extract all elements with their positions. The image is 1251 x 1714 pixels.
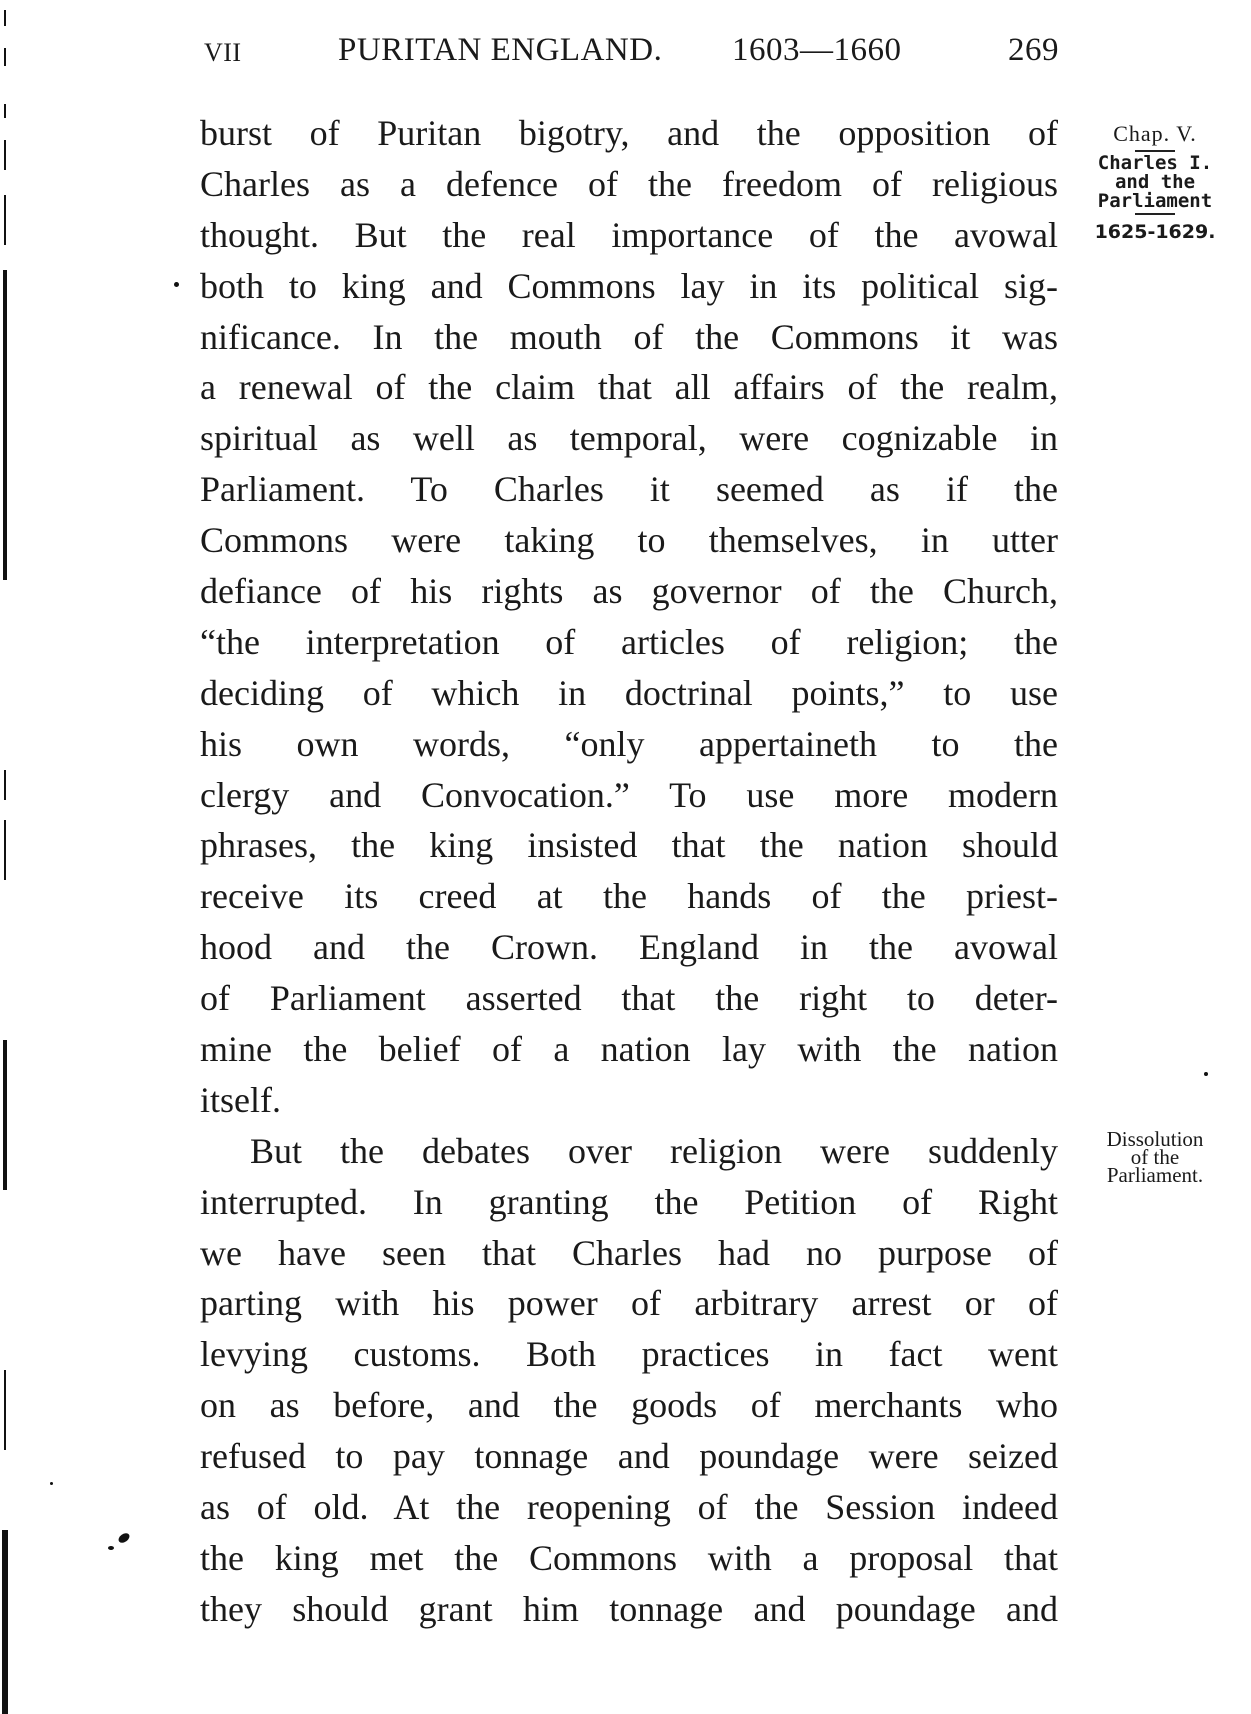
period-dates: 1603—1660 [732,32,902,68]
text-line: hood and the Crown. England in the avowal [200,927,1058,968]
text-line: a renewal of the claim that all affairs of the realm, [200,367,1058,408]
ink-speck [117,1531,131,1544]
text-line: Charles as a defence of the freedom of religious [200,163,1058,204]
margin-chapter: Chap. V. [1113,121,1197,146]
ink-speck [1204,1072,1208,1076]
text-line: defiance of his rights as governor of the Church, [200,571,1058,612]
text-line: spiritual as well as temporal, were cognizable in [200,418,1058,459]
margin-section-line: Parliament. [1106,1163,1204,1187]
text-line: interrupted. In granting the Petition of Right [200,1181,1058,1222]
text-line: mine the belief of a nation lay with the nation [200,1029,1058,1070]
chapter-number: VII [204,38,242,67]
text-line: clergy and Convocation.” To use more modern [200,774,1058,815]
margin-topic-line: Charles I. [1097,152,1213,174]
text-line: But the debates over religion were suddenly [250,1130,1058,1171]
text-line: Parliament. To Charles it seemed as if the [200,469,1058,510]
text-line: they should grant him tonnage and poundage and [200,1588,1058,1629]
ink-speck [108,1546,114,1550]
margin-note-section [1075,1127,1235,1187]
text-line: on as before, and the goods of merchants who [200,1385,1058,1426]
text-line: as of old. At the reopening of the Session indeed [200,1487,1058,1528]
text-line: “the interpretation of articles of religion; the [200,621,1058,662]
text-line: parting with his power of arbitrary arrest or of [200,1283,1058,1324]
text-line: both to king and Commons lay in its political sig- [200,265,1058,306]
text-line: nificance. In the mouth of the Commons it was [200,316,1058,357]
text-line: Commons were taking to themselves, in utter [200,520,1058,561]
text-line: burst of Puritan bigotry, and the opposition of [200,113,1058,153]
margin-note-topic [1075,120,1235,245]
text-line: itself. [200,1079,281,1120]
text-line: the king met the Commons with a proposal that [200,1537,1058,1578]
margin-section-line: Dissolution [1106,1127,1204,1151]
text-line: receive its creed at the hands of the priest- [200,876,1058,917]
text-line: of Parliament asserted that the right to deter- [200,978,1058,1019]
margin-topic-line: Parliament [1097,190,1213,212]
ink-speck [50,1482,53,1485]
text-line: phrases, the king insisted that the nation should [200,825,1058,866]
margin-topic-line: and the [1114,171,1196,193]
body-text [200,108,1058,1635]
page-number: 269 [1008,32,1059,68]
margin-rule [1135,213,1175,215]
margin-section-line: of the [1130,1145,1180,1169]
margin-years: 1625-1629. [1094,221,1216,243]
text-line: refused to pay tonnage and poundage were seized [200,1436,1058,1477]
text-line: levying customs. Both practices in fact went [200,1334,1058,1375]
text-line: thought. But the real importance of the avowal [200,214,1058,255]
ink-speck [174,282,179,287]
book-title: PURITAN ENGLAND. [338,32,663,68]
scan-binding-edge [0,0,14,1714]
text-line: deciding of which in doctrinal points,” to use [200,672,1058,713]
running-header [200,32,1060,76]
text-line: we have seen that Charles had no purpose of [200,1232,1058,1273]
text-line: his own words, “only appertaineth to the [200,723,1058,764]
